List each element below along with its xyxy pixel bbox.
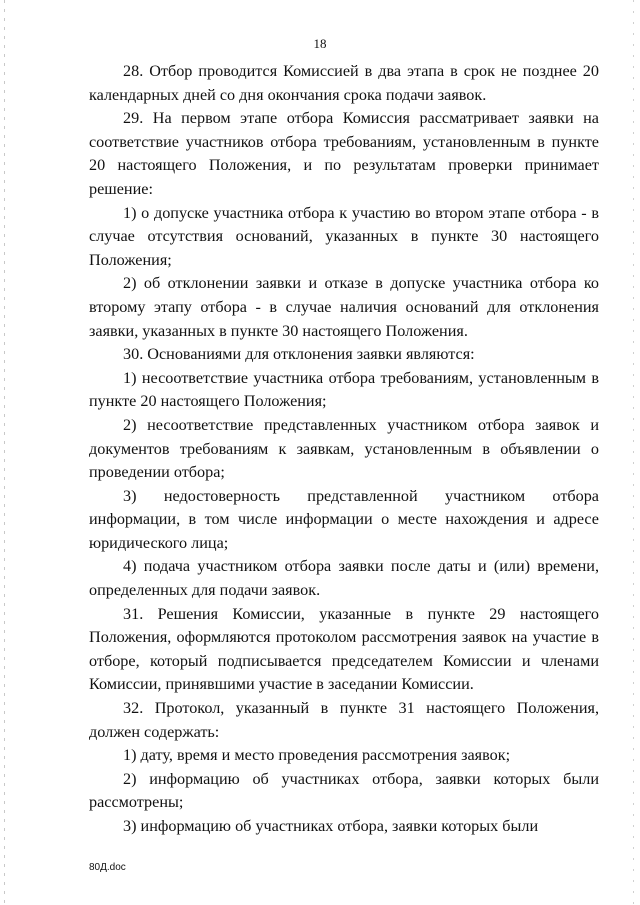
scan-edge-left (4, 0, 5, 905)
paragraph-32-item-3: 3) информацию об участниках отбора, заявки которых были (123, 817, 539, 835)
paragraph-29-item-2: 2) об отклонении заявки и отказе в допуске участника отбора ко второму этапу отбора - в случае наличия оснований для отклонения заявки, указанных в пункте 30 настоящего Положения. (89, 274, 599, 340)
paragraph-30-item-2: 2) несоответствие представленных участником отбора заявок и документов требованиям к заявкам, установленным в объявлении о проведении отбора; (89, 415, 599, 482)
page-number: 18 (313, 36, 327, 51)
paragraph-30-item-1: 1) несоответствие участника отбора требованиям, установленным в пункте 20 настоящего Положения; (89, 368, 599, 411)
paragraph-31: 31. Решения Комиссии, указанные в пункте 29 настоящего Положения, оформляются протоколом рассмотрения заявок на участие в отборе, который подписывается председателем Комиссии и членами Комиссии, принявшими участие в заседании Комиссии. (89, 604, 599, 694)
document-body (89, 60, 599, 839)
paragraph-32-item-2: 2) информацию об участниках отбора, заявки которых были рассмотрены; (89, 769, 599, 812)
paragraph-30-item-3: 3) недостоверность представленной участником отбора информации, в том числе информации о месте нахождения и адресе юридического лица; (89, 486, 599, 552)
paragraph-28: 28. Отбор проводится Комиссией в два этапа в срок не позднее 20 календарных дней со дня окончания срока подачи заявок. (89, 62, 599, 104)
paragraph-29-item-1: 1) о допуске участника отбора к участию во втором этапе отбора - в случае отсутствия оснований, указанных в пункте 30 настоящего Положения; (89, 203, 599, 269)
file-name-footer: 80Д.doc (89, 862, 126, 873)
paragraph-32-item-1: 1) дату, время и место проведения рассмотрения заявок; (123, 746, 511, 765)
scan-edge-right (633, 0, 634, 905)
paragraph-30-item-4: 4) подача участником отбора заявки после даты и (или) времени, определенных для подачи заявок. (89, 557, 599, 600)
paragraph-30: 30. Основаниями для отклонения заявки являются: (123, 345, 475, 364)
paragraph-32: 32. Протокол, указанный в пункте 31 настоящего Положения, должен содержать: (89, 699, 599, 741)
paragraph-29: 29. На первом этапе отбора Комиссия рассматривает заявки на соответствие участников отбора требованиям, установленным в пункте 20 настоящего Положения, и по результатам проверки принимает решение: (89, 109, 599, 198)
